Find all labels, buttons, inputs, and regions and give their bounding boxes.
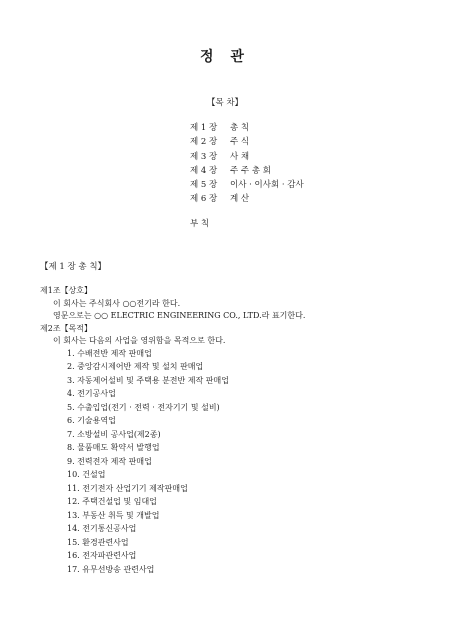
article-heading: 제1조【상호】 — [40, 286, 93, 295]
toc-entry — [190, 195, 304, 209]
toc-entry — [190, 138, 304, 152]
toc-chapter: 제 5 장 — [190, 180, 218, 191]
toc-chapter-name: 총 칙 — [230, 123, 250, 133]
article-line: 이 회사는 주식회사 ○○전기라 한다. — [53, 298, 181, 308]
toc-chapter-name: 주 식 — [230, 137, 250, 148]
list-item: 3. 자동제어설비 및 주택용 분전반 제작 판매업 — [67, 375, 229, 385]
article-heading: 제2조【목적】 — [40, 323, 93, 333]
list-item: 11. 전기전자 산업기기 제작판매업 — [67, 483, 188, 493]
purpose-list — [40, 350, 430, 580]
list-item: 15. 환경관련사업 — [67, 537, 129, 547]
toc-chapter: 제 1 장 — [190, 123, 218, 133]
table-of-contents — [190, 124, 304, 210]
toc-heading: 【목 차】 — [206, 98, 244, 108]
list-item: 6. 기술용역업 — [67, 416, 116, 426]
article-intro: 이 회사는 다음의 사업을 영위함을 목적으로 한다. — [53, 336, 226, 346]
list-item: 2. 중앙감시제어반 제작 및 설치 판매업 — [67, 362, 204, 372]
list-item: 17. 유무선방송 관련사업 — [67, 564, 155, 574]
article-line: 영문으로는 ○○ ELECTRIC ENGINEERING CO., LTD.라 표기한다. — [53, 311, 306, 321]
list-item: 8. 물품매도 확약서 발행업 — [67, 443, 160, 453]
list-item: 4. 전기공사업 — [67, 389, 116, 399]
document-title: 정 관 — [200, 49, 250, 65]
toc-chapter: 제 4 장 — [190, 165, 218, 176]
list-item: 16. 전자파관련사업 — [67, 551, 137, 561]
list-item: 7. 소방설비 공사업(제2종) — [67, 429, 161, 439]
toc-chapter-name: 계 산 — [230, 194, 250, 205]
toc-entry — [190, 153, 304, 167]
list-item: 10. 건설업 — [67, 470, 106, 480]
toc-chapter-name: 사 채 — [230, 151, 250, 162]
list-item: 1. 수배전반 제작 판매업 — [67, 348, 152, 358]
toc-chapter-name: 이사 · 이사회 · 감사 — [230, 180, 304, 191]
list-item: 12. 주택건설업 및 임대업 — [67, 497, 157, 507]
list-item: 14. 전기통신공사업 — [67, 524, 137, 534]
toc-appendix: 부 칙 — [190, 219, 210, 229]
toc-chapter: 제 2 장 — [190, 137, 218, 148]
list-item: 13. 부동산 취득 및 개발업 — [67, 510, 160, 520]
toc-chapter: 제 3 장 — [190, 151, 218, 162]
document-body — [40, 287, 430, 579]
list-item: 9. 전력전자 제작 판매업 — [67, 456, 152, 466]
toc-chapter: 제 6 장 — [190, 194, 218, 205]
list-item: 5. 수출입업(전기 · 전력 · 전자기기 및 설비) — [67, 402, 220, 412]
chapter-heading: 【제 1 장 총 칙】 — [40, 262, 107, 272]
toc-chapter-name: 주 주 총 회 — [230, 165, 271, 176]
